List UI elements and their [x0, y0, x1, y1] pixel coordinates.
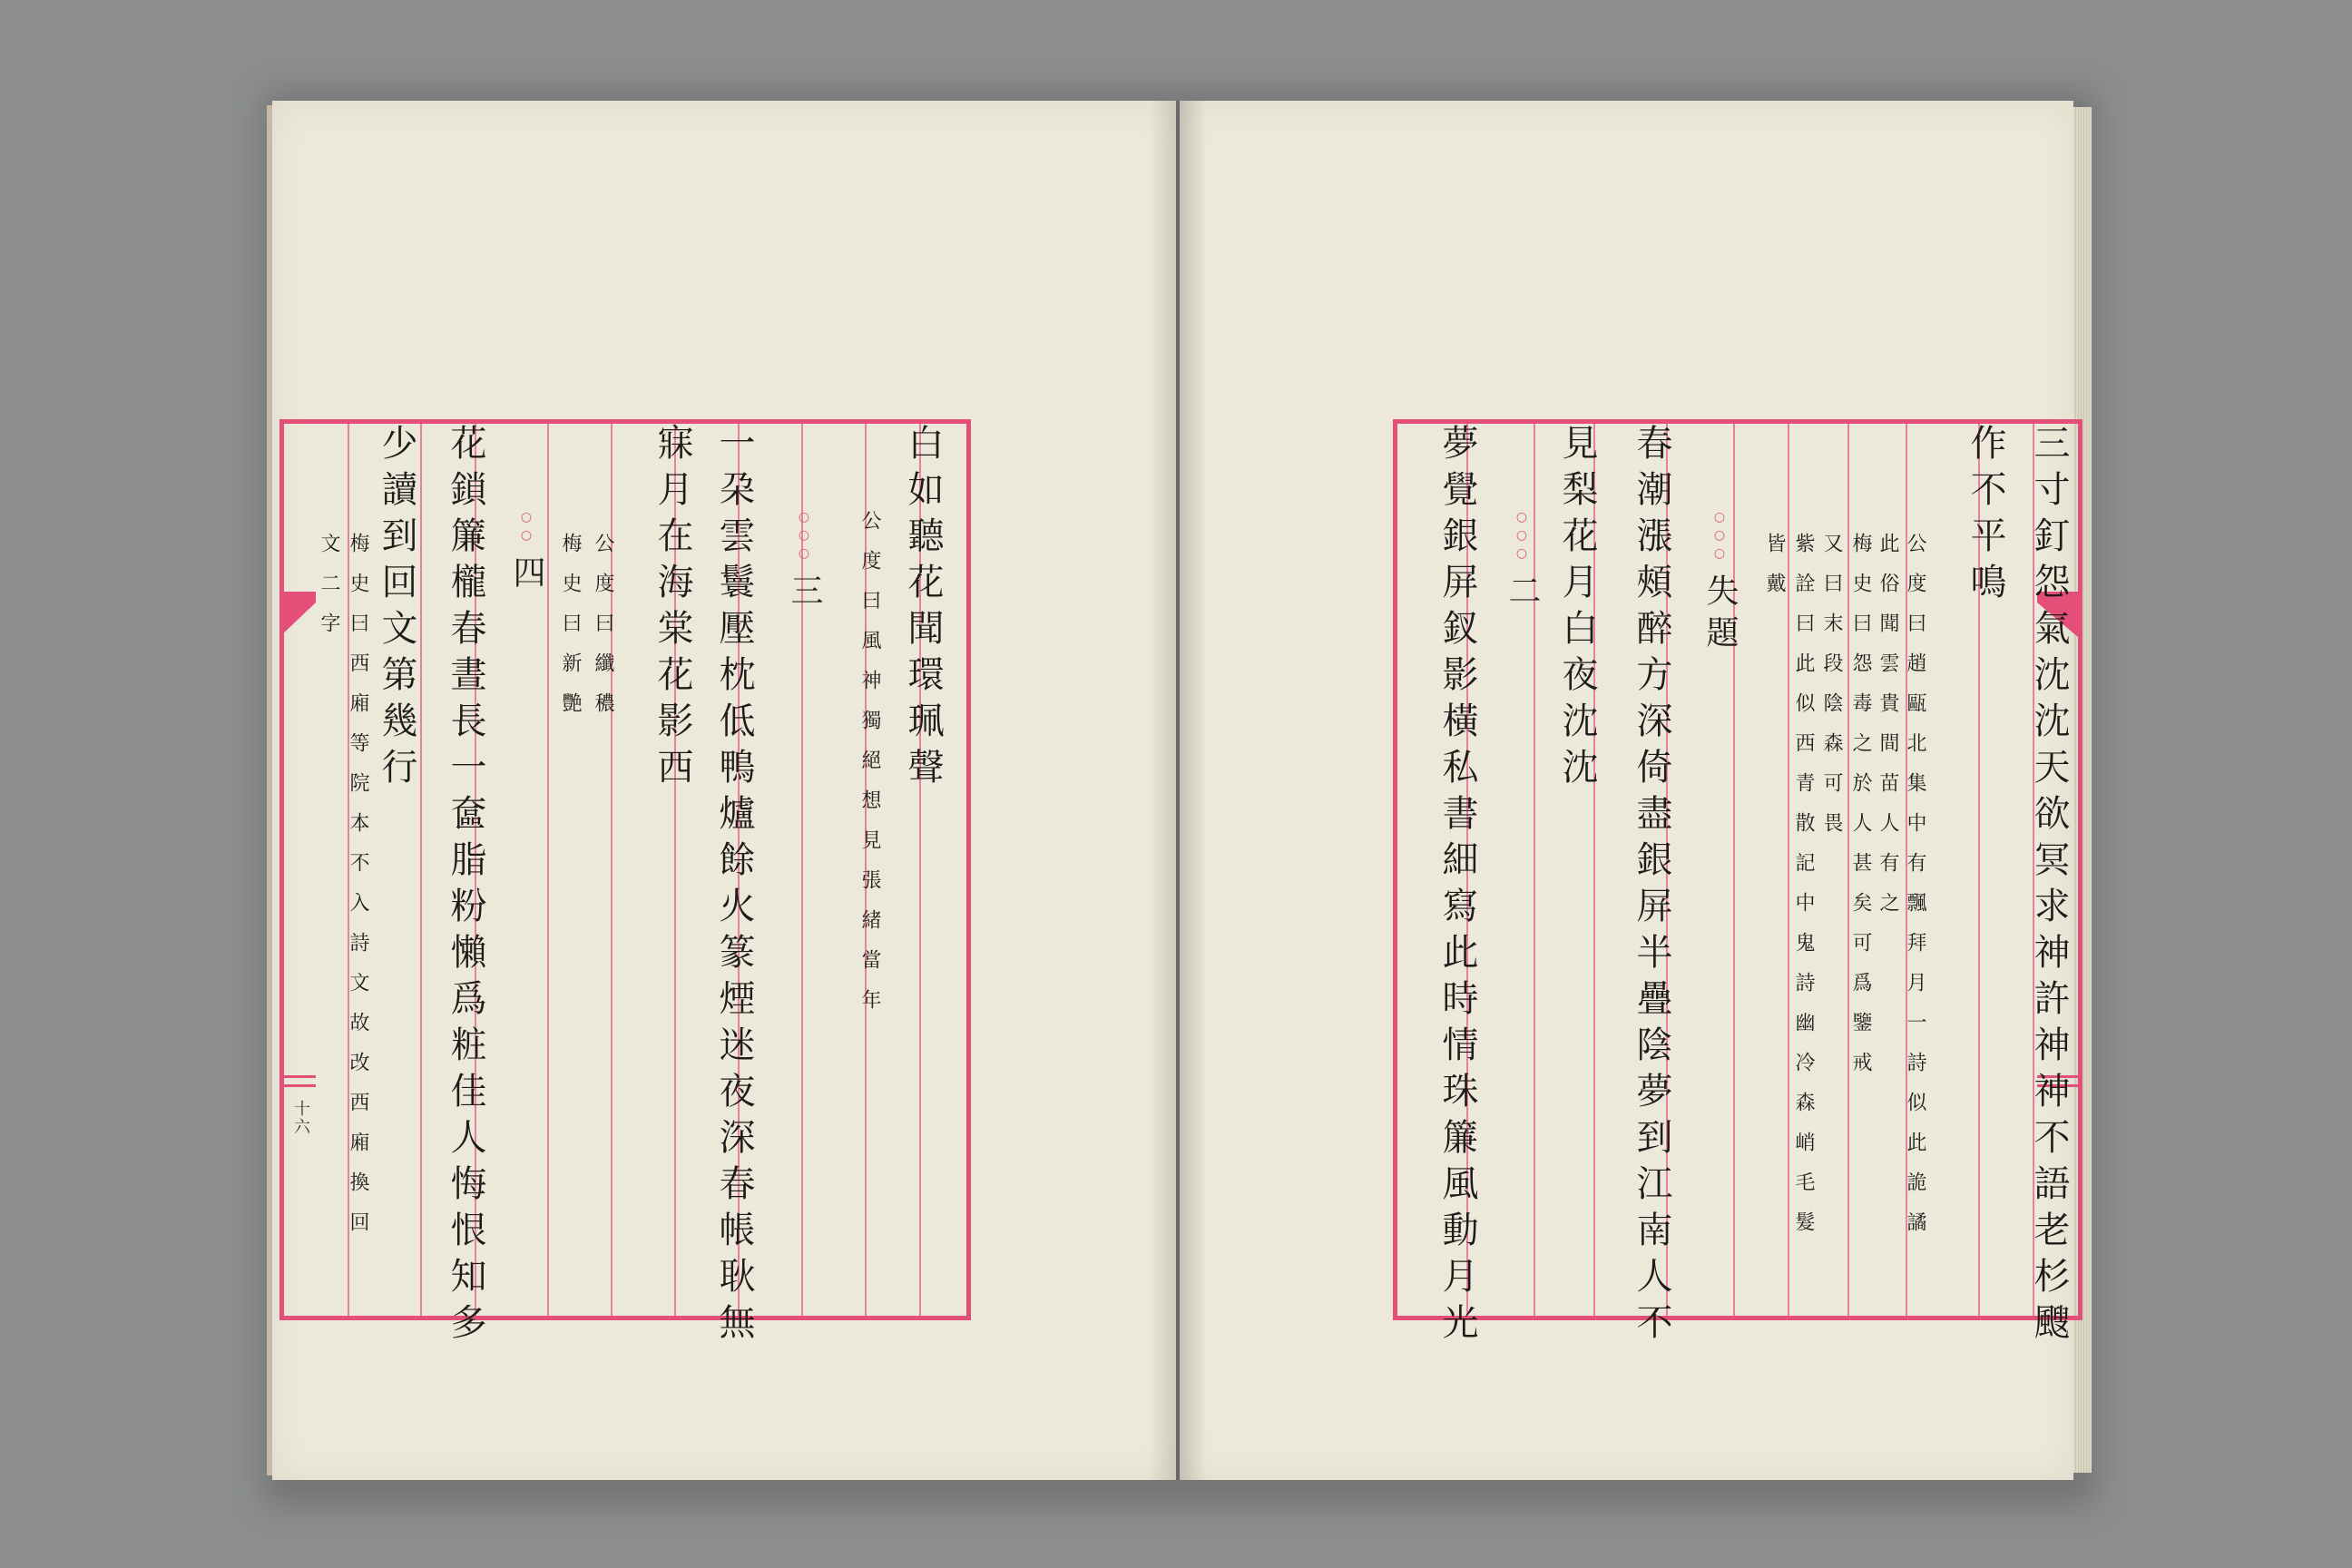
column-text: 失題 [1701, 573, 1739, 657]
column-text: 作不平鳴 [1965, 424, 2006, 609]
text-column [1432, 424, 1484, 1349]
page-number: 十六 [291, 1100, 310, 1136]
column-text: 公度曰趙甌北集中有飄拜月一詩似此詭譎 [1904, 533, 1926, 1251]
column-text: 白如聽花聞環珮聲 [902, 424, 944, 794]
text-column [371, 424, 423, 1305]
gutter-shadow-right [1180, 101, 1207, 1480]
text-column [1789, 533, 1818, 1305]
column-text: 二 [1504, 573, 1541, 615]
column-text: 三寸釘怨氣沈沈天欲冥求神許神神不語老杉颼 [2028, 424, 2070, 1349]
text-column [1760, 533, 1788, 1305]
text-column [344, 533, 372, 1305]
fishtail-marker-upper [279, 592, 316, 637]
column-text: 花鎖簾櫳春晝長一奩脂粉懶爲粧佳人悔恨知多 [445, 424, 486, 1349]
left-text-frame [279, 419, 971, 1349]
text-column [1960, 424, 2012, 1305]
text-column [315, 533, 343, 1305]
fishtail-marker-lower [279, 1068, 316, 1104]
text-column [504, 510, 550, 1305]
text-column [781, 510, 828, 1305]
column-text: 寐月在海棠花影西 [652, 424, 693, 794]
text-column [440, 424, 492, 1349]
column-text: 少讀到回文第幾行 [376, 424, 417, 794]
text-column [1874, 533, 1902, 1305]
text-column [647, 424, 699, 1305]
text-column [1901, 533, 1929, 1305]
column-text: 梅史曰怨毒之於人甚矣可爲鑒戒 [1849, 533, 1872, 1092]
column-text: 文二字 [318, 533, 340, 652]
circle-marks: ○○○ [1712, 510, 1727, 564]
column-text: 公度曰纖穠 [592, 533, 614, 732]
column-text: 梅史曰西廂等院本不入詩文故改西廂換回 [347, 533, 369, 1251]
right-text-frame [1393, 419, 2082, 1349]
text-column [2024, 424, 2075, 1349]
column-text: 公度曰風神獨絕想見張緒當年 [858, 510, 881, 1029]
column-text: 春潮漲頰醉方深倚盡銀屏半疊陰夢到江南人不 [1631, 424, 1672, 1349]
text-column [1697, 510, 1743, 1305]
column-text: 紫詮曰此似西青散記中鬼詩幽冷森峭毛髮 [1792, 533, 1815, 1251]
column-text: 見梨花月白夜沈沈 [1556, 424, 1598, 794]
text-column [1499, 510, 1545, 1305]
column-text: 梅史曰新艷 [559, 533, 582, 732]
column-text: 夢覺銀屏釵影橫私書細寫此時情珠簾風動月光 [1436, 424, 1478, 1349]
gutter-shadow-left [1149, 101, 1180, 1480]
text-column [1818, 533, 1846, 1305]
text-column [709, 424, 760, 1349]
column-text: 皆戴 [1763, 533, 1786, 612]
column-text: 又曰末段陰森可畏 [1820, 533, 1843, 852]
circle-marks: ○○ [519, 510, 534, 546]
column-text: 此俗聞雲貴間苗人有之 [1877, 533, 1899, 932]
circle-marks: ○○○ [1514, 510, 1529, 564]
text-column [1626, 424, 1678, 1349]
circle-marks: ○○○ [797, 510, 811, 564]
text-column [1552, 424, 1603, 1305]
text-column [589, 533, 617, 1305]
text-column [556, 533, 584, 1305]
column-text: 四 [508, 555, 545, 597]
text-column [1847, 533, 1875, 1305]
text-column [856, 510, 884, 1305]
text-column [897, 424, 949, 1305]
column-text: 一朶雲鬟壓枕低鴨爐餘火篆煙迷夜深春帳耿無 [713, 424, 755, 1349]
column-text: 三 [786, 573, 823, 615]
